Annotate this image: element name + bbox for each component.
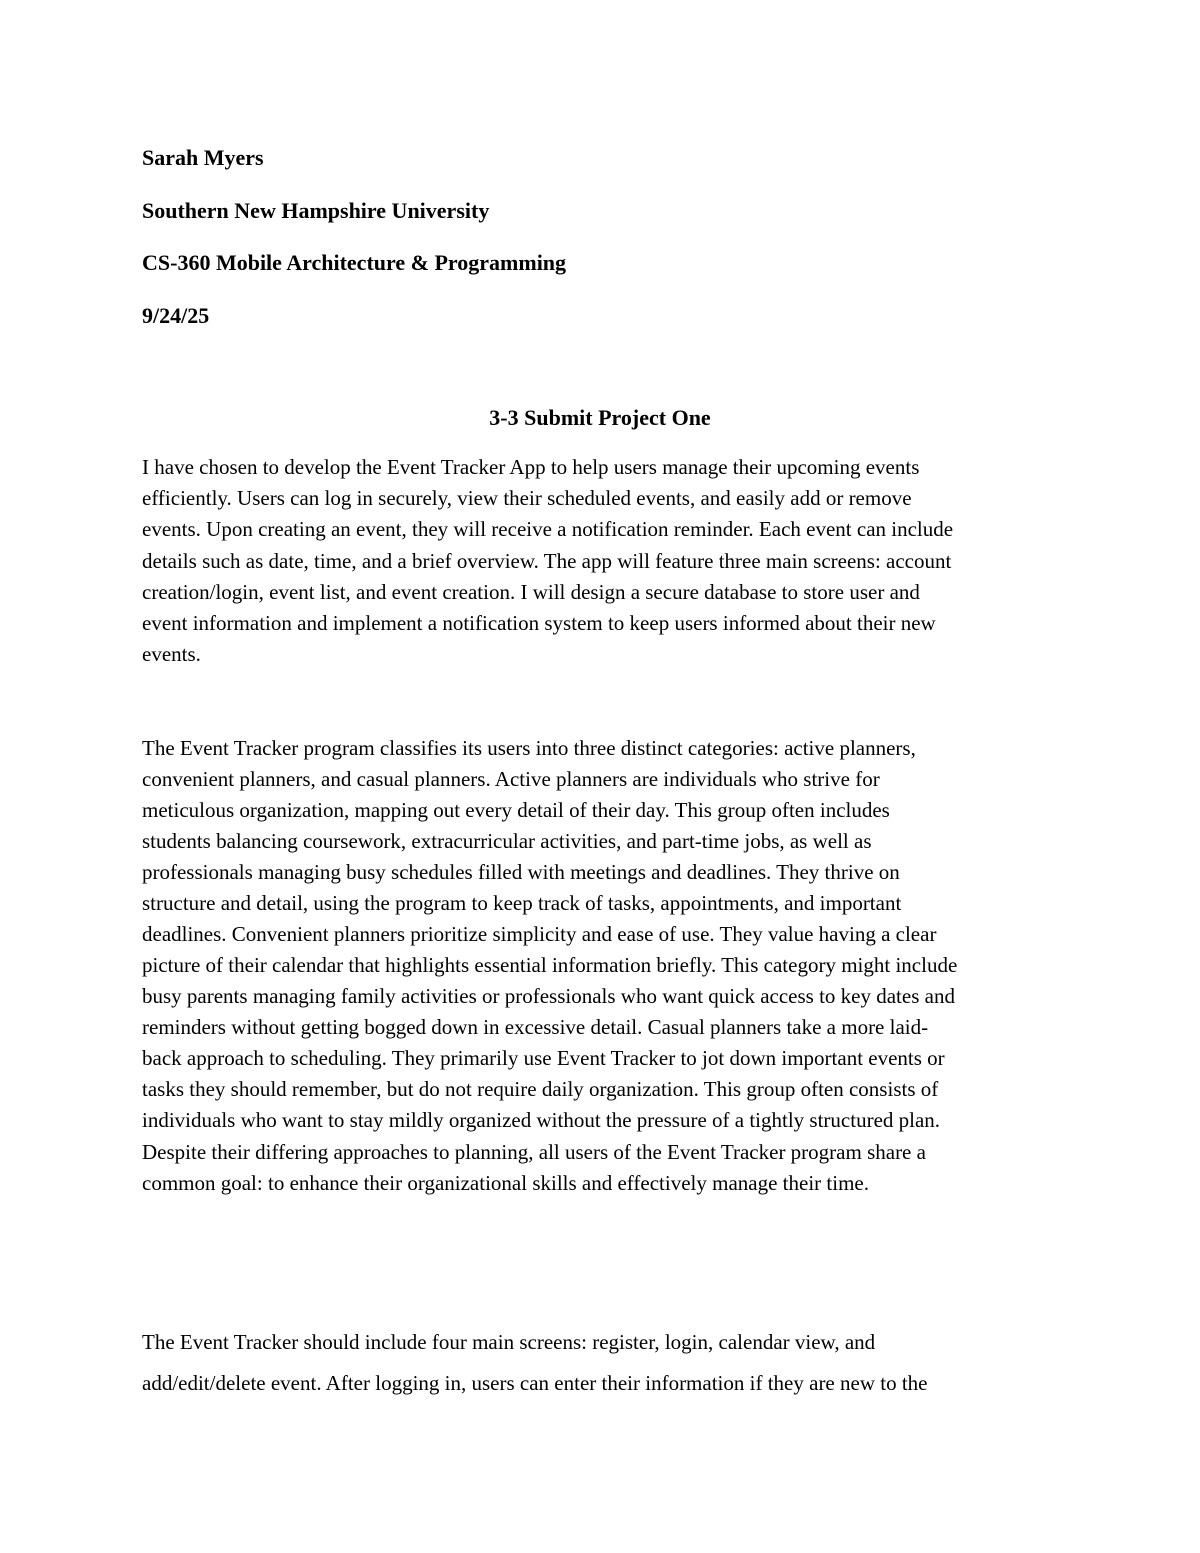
paragraph-line: students balancing coursework, extracurricular activities, and part-time jobs, as well as <box>142 829 872 853</box>
author-name: Sarah Myers <box>142 145 264 170</box>
paragraph-line: The Event Tracker should include four main screens: register, login, calendar view, and <box>142 1330 876 1354</box>
paragraph-line: Despite their differing approaches to planning, all users of the Event Tracker program share a <box>142 1140 926 1164</box>
paragraph-line: reminders without getting bogged down in excessive detail. Casual planners take a more laid- <box>142 1015 929 1039</box>
paragraph-line: busy parents managing family activities or professionals who want quick access to key dates and <box>142 984 955 1008</box>
paragraph-line: picture of their calendar that highlights essential information briefly. This category might include <box>142 953 958 977</box>
document-title: 3-3 Submit Project One <box>489 405 711 430</box>
submission-date: 9/24/25 <box>142 303 210 328</box>
paragraph-line: events. <box>142 642 201 666</box>
paragraph-line: efficiently. Users can log in securely, view their scheduled events, and easily add or remove <box>142 486 912 510</box>
paragraph-line: structure and detail, using the program to keep track of tasks, appointments, and important <box>142 891 902 915</box>
paragraph-line: events. Upon creating an event, they will receive a notification reminder. Each event can include <box>142 517 954 541</box>
paragraph-line: deadlines. Convenient planners prioritize simplicity and ease of use. They value having a clear <box>142 922 937 946</box>
paragraph-line: convenient planners, and casual planners. Active planners are individuals who strive for <box>142 767 880 791</box>
paragraph-line: details such as date, time, and a brief overview. The app will feature three main screens: account <box>142 549 952 573</box>
university-name: Southern New Hampshire University <box>142 198 490 223</box>
paragraph-line: professionals managing busy schedules filled with meetings and deadlines. They thrive on <box>142 860 900 884</box>
paragraph-line: creation/login, event list, and event creation. I will design a secure database to store user and <box>142 580 920 604</box>
paragraph-line: common goal: to enhance their organizational skills and effectively manage their time. <box>142 1171 869 1195</box>
paragraph-line: meticulous organization, mapping out every detail of their day. This group often includes <box>142 798 890 822</box>
paragraph-line: event information and implement a notification system to keep users informed about their new <box>142 611 936 635</box>
course-name: CS-360 Mobile Architecture & Programming <box>142 250 567 275</box>
paragraph-line: back approach to scheduling. They primarily use Event Tracker to jot down important events or <box>142 1046 945 1070</box>
paragraph-line: individuals who want to stay mildly organized without the pressure of a tightly structured plan. <box>142 1108 941 1132</box>
paragraph-line: I have chosen to develop the Event Tracker App to help users manage their upcoming events <box>142 455 920 479</box>
paragraph-line: tasks they should remember, but do not require daily organization. This group often consists of <box>142 1077 939 1101</box>
paragraph-line: The Event Tracker program classifies its users into three distinct categories: active planners, <box>142 736 916 760</box>
paragraph-line: add/edit/delete event. After logging in, users can enter their information if they are new to the <box>142 1371 928 1395</box>
